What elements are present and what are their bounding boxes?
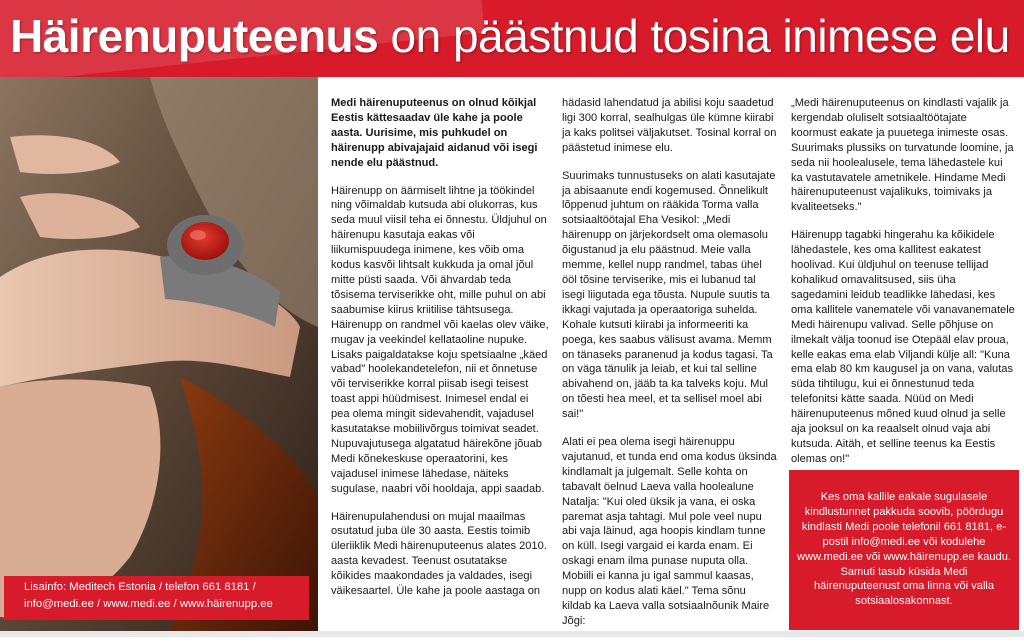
article-column-2 [562,96,777,642]
col1-paragraph-1: Häirenupp on äärmiselt lihtne ja töökindel ning võimaldab kutsuda abi olukorras, kus seda muul viisil teha ei õnnestu. Üldjuhul on häirenupu kasutaja eakas või liikumispuudega inimene, kes võib oma kodus kasvõi lihtsalt kukkuda ja omal jõul mitte püsti saada. Või ähvardab teda tõsisema terviserikke oht, mille puhul on abi saabumise kiirus kriitilise tähtsusega. Häirenupp on randmel või kaelas olev väike, mugav ja veekindel kellataoline nupuke. Lisaks paigaldatakse koju spetsiaalne „käed vabad" hoolekandetelefon, nii et õnnetuse või terviserikke korral piisab isegi teisest toast appi hüüdmisest. Inimesel endal ei pea olema mingit sidevahendit, vajadusel kasutatakse mobiilivõrgus toimivat seadet. Nupuvajutusega algatatud häirekõne jõuab Medi kõnekeskuse operaatorini, kes vajadusel inimese lähedase, näiteks sugulase, naabri või hooldaja, appi saadab. [331,184,549,495]
red-alarm-button [181,222,229,260]
button-highlight [190,230,206,240]
article-column-3 [791,96,1015,480]
article-lead: Medi häirenuputeenus on olnud kõikjal Eestis kättesaadav üle kahe ja poole aasta. Uurisime, mis puhkudel on häirenupp abivajajaid aidanud või isegi nende elu päästnud. [331,97,538,169]
contact-line-2: info@medi.ee / www.medi.ee / www.häirenupp.ee [24,598,273,610]
contact-line-1: Lisainfo: Meditech Estonia / telefon 661 8181 / [24,581,256,593]
col2-paragraph-1: hädasid lahendatud ja abilisi koju saadetud ligi 300 korral, sealhulgas üle kümne kiirabi ja kaks politsei väljakutset. Tosinal korral on päästetud inimese elu. [562,97,777,154]
page-title [10,8,1010,64]
col2-paragraph-2: Suurimaks tunnustuseks on alati kasutajate ja abisaanute endi kogemused. Õnnelikult lõppenud juhtum on rääkida Torma valla sotsiaaltöötajal Eha Vesikol: „Medi häirenupp on järjekordselt oma olemasolu õigustanud ja elu päästnud. Meie valla memme, kellel nupp randmel, tabas ühel ööl tõsine terviserike, mis ei lubanud tal isegi liigutada ega tõusta. Nupule suutis ta ikkagi vajutada ja operaatoriga suhelda. Kohale kutsuti kiirabi ja informeeriti ka poega, kes saabus välisust avama. Memm on tänaseks paranenud ja kodus tagasi. Ta on väga tänulik ja leiab, et kui tal selline abivahend on, jääb ta ka talveks koju. Mul on tõesti hea meel, et ta sellisel moel abi sai!" [562,169,776,421]
headline-banner [0,0,1024,77]
col3-paragraph-2: Häirenupp tagabki hingerahu ka kõikidele lähedastele, kes oma kallitest eakatest hoolivad. Kui üldjuhul on teenuse tellijad kohalikud omavalitsused, siis üha sagedamini leidub teadlikke lähedasi, kes oma kallitele vanematele või vanavanematele Medi häirenupu valivad. Selle põhjuse on ilmekalt välja toonud ise Otepääl elav proua, kelle eakas ema elab Viljandi külje all: "Kuna ema elab 80 km kaugusel ja on vana, valutas süda tihtilugu, kui ei õnnestunud teda telefonitsi kätte saada. Nüüd on Medi häirenuputeenus mõned kuud olnud ja selle aja jooksul on ka reaalselt olnud vaja abi kutsuda. Aitäh, et selline teenus ka Eestis olemas on!" [791,229,1015,465]
col2-paragraph-3: Alati ei pea olema isegi häirenuppu vajutanud, et tunda end oma kodus üksinda kindlamalt ja julgemalt. Selle kohta on tabavalt öelnud Laeva valla hoolealune Natalja: "Kui oled üksik ja vana, ei oska paremat asja tahtagi. Mul pole veel nupu abi vaja läinud, aga hoopis kindlam tunne on küll. Isegi vargaid ei karda enam. Ei oskagi enam ilma punase nuputa olla. Mobiili ei kanna ju igal sammul kaasas, nupp on kodus alati käel." Tema sõnu kildab ka Laeva valla sotsiaalnõunik Maire Jõgi: [562,436,777,627]
contact-info-bar [4,576,309,620]
title-bold: Häirenuputeenus [10,10,379,62]
col1-paragraph-2: Häirenupulahendusi on mujal maailmas osutatud juba üle 30 aasta. Eestis toimib üleriiklik Medi häirenuputeenus alates 2010. aasta kevadest. Teenust osutatakse kõikides maakondades ja valdades, isegi väikesaartel. Üle kahe ja poole aastaga on [331,510,547,598]
title-rest: on päästnud tosina inimese elu [378,10,1010,62]
col3-paragraph-1: „Medi häirenuputeenus on kindlasti vajalik ja kergendab oluliselt sotsiaaltöötajate koormust eakate ja puuetega inimeste osas. Suurimaks plussiks on turvatunde loomine, ja seda nii hoolealusele, tema lähedastele kui ka vastutavatele ametnikele. Hindame Medi häirenuputeenust vajalikuks, toimivaks ja kvaliteetseks." [791,97,1014,214]
promo-box [789,470,1019,630]
promo-text: Kes oma kallile eakale sugulasele kindlustunnet pakkuda soovib, pöördugu kindlasti Medi poole telefonil 661 8181, e-postil info@medi.ee või kodulehe www.medi.ee või www.häirenupp.ee kaudu. Samuti tasub küsida Medi häirenuputeenust oma linna või valla sotsiaalosakonnast. [797,491,1011,608]
alarm-button-photo [0,77,318,631]
photo-illustration [0,77,318,631]
bottom-rule [0,631,1024,637]
article-column-1 [331,96,549,612]
